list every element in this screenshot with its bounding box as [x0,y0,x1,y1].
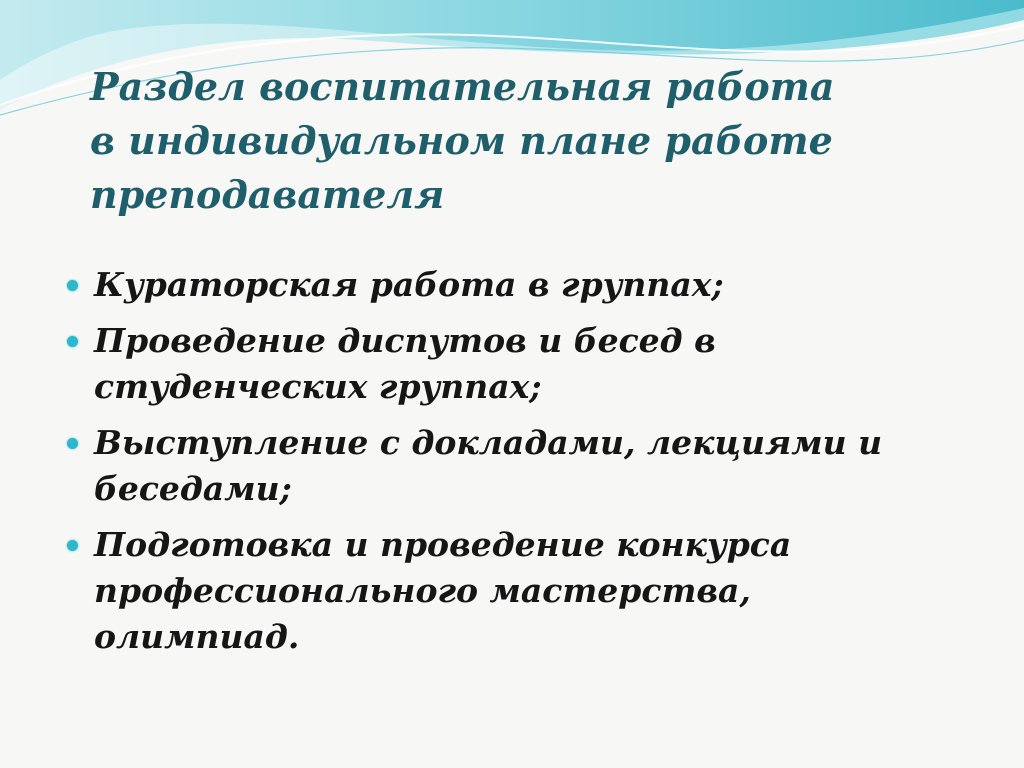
bullet-text-line: Выступление с докладами, лекциями и [94,423,883,462]
bullet-text-line: профессионального мастерства, [94,571,751,610]
slide-title-line: в индивидуальном плане работе [90,118,833,163]
bullet-item [62,318,962,410]
bullet-dot-icon [67,280,78,291]
bullet-item [62,522,962,660]
bullet-dot-icon [67,540,78,551]
bullet-list [62,262,962,670]
bullet-text-line: Кураторская работа в группах; [94,265,724,304]
slide-title [90,60,930,222]
bullet-text-line: беседами; [94,469,292,508]
bullet-dot-icon [67,336,78,347]
bullet-dot-icon [67,438,78,449]
bullet-item [62,420,962,512]
slide-title-line: Раздел воспитательная работа [90,64,835,109]
bullet-text-line: Подготовка и проведение конкурса [94,525,792,564]
bullet-text-line: олимпиад. [94,617,300,656]
slide-title-line: преподавателя [90,172,445,217]
bullet-text-line: Проведение диспутов и бесед в [94,321,716,360]
bullet-text-line: студенческих группах; [94,367,542,406]
bullet-item [62,262,962,308]
